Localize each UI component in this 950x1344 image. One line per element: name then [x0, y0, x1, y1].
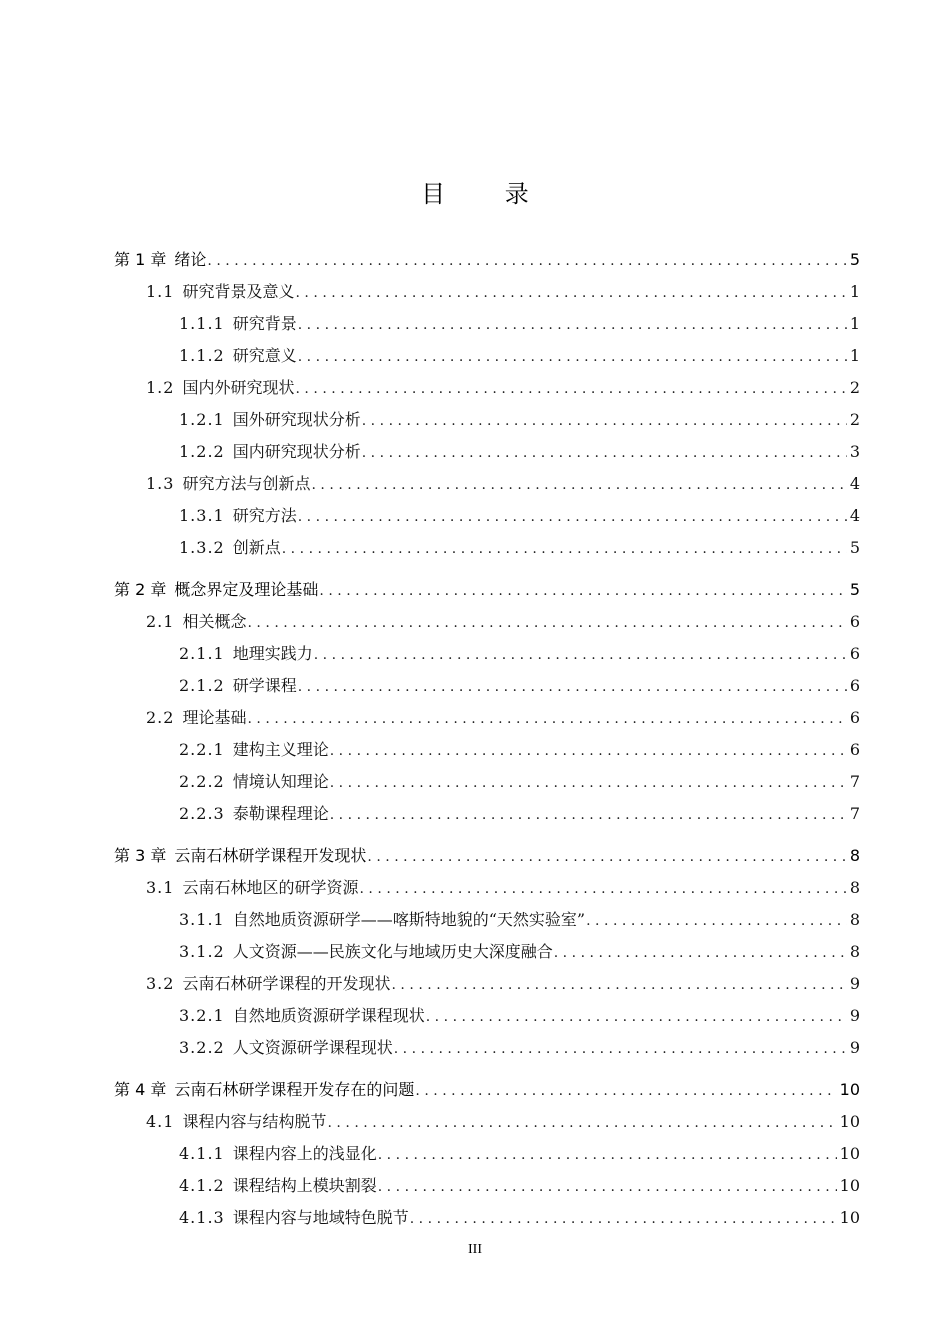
dot-leader: [330, 799, 847, 831]
toc-entry-number: 4.1.1: [179, 1144, 225, 1163]
dot-leader: [330, 735, 847, 767]
toc-entry-page: 10: [839, 1112, 860, 1131]
toc-entry-page: 10: [839, 1208, 860, 1227]
dot-leader: [391, 969, 846, 1001]
toc-entry-number: 2.2.3: [179, 804, 225, 823]
dot-leader: [298, 501, 847, 533]
toc-entry-chapter-3[interactable]: [114, 840, 860, 872]
toc-entry-page: 6: [849, 676, 860, 695]
toc-entry-subsection[interactable]: [114, 734, 860, 766]
toc-entry-page: 1: [849, 282, 860, 301]
toc-entry-page: 7: [849, 772, 860, 791]
toc-entry-section[interactable]: [114, 702, 860, 734]
dot-leader: [319, 575, 846, 607]
toc-entry-number: 2.1.2: [179, 676, 225, 695]
toc-entry-subsection[interactable]: [114, 1170, 860, 1202]
toc-entry-title: 建构主义理论: [232, 740, 329, 759]
dot-leader: [415, 1075, 836, 1107]
toc-entry-title: 云南石林研学课程开发现状: [174, 846, 367, 865]
footer-page-number: III: [468, 1242, 482, 1257]
toc-entry-subsection[interactable]: [114, 340, 860, 372]
toc-entry-page: 9: [849, 1038, 860, 1057]
toc-entry-subsection[interactable]: [114, 308, 860, 340]
toc-entry-subsection[interactable]: [114, 532, 860, 564]
toc-entry-page: 6: [849, 740, 860, 759]
toc-entry-number: 1.2: [146, 378, 175, 397]
toc-entry-number: 4.1: [146, 1112, 175, 1131]
dot-leader: [311, 469, 846, 501]
toc-entry-number: 第 2 章: [114, 580, 167, 599]
toc-entry-page: 8: [849, 878, 860, 897]
dot-leader: [247, 703, 846, 735]
toc-entry-title: 国外研究现状分析: [232, 410, 361, 429]
toc-entry-subsection[interactable]: [114, 638, 860, 670]
toc-entry-title: 自然地质资源研学课程现状: [232, 1006, 425, 1025]
toc-entry-section[interactable]: [114, 606, 860, 638]
dot-leader: [362, 437, 847, 469]
toc-entry-subsection[interactable]: [114, 436, 860, 468]
dot-leader: [298, 341, 847, 373]
toc-entry-page: 8: [849, 942, 860, 961]
dot-leader: [314, 639, 847, 671]
toc-entry-section[interactable]: [114, 276, 860, 308]
toc-entry-section[interactable]: [114, 468, 860, 500]
toc-entry-number: 1.3.2: [179, 538, 225, 557]
toc-entry-number: 1.3.1: [179, 506, 225, 525]
toc-entry-subsection[interactable]: [114, 670, 860, 702]
dot-leader: [367, 841, 846, 873]
toc-entry-title: 课程内容与地域特色脱节: [232, 1208, 409, 1227]
toc-entry-subsection[interactable]: [114, 404, 860, 436]
toc-entry-number: 4.1.2: [179, 1176, 225, 1195]
page-title: 目 录: [421, 180, 555, 208]
toc-entry-chapter-2[interactable]: [114, 574, 860, 606]
toc-entry-title: 研究方法与创新点: [182, 474, 311, 493]
toc-entry-page: 2: [849, 378, 860, 397]
toc-entry-title: 情境认知理论: [232, 772, 329, 791]
dot-leader: [359, 873, 846, 905]
toc-entry-page: 1: [849, 346, 860, 365]
toc-entry-page: 10: [839, 1080, 860, 1099]
toc-entry-title: 自然地质资源研学——喀斯特地貌的“天然实验室”: [232, 910, 586, 929]
toc-entry-page: 9: [849, 974, 860, 993]
toc-entry-page: 5: [849, 250, 860, 269]
toc-entry-title: 国内研究现状分析: [232, 442, 361, 461]
toc-entry-page: 5: [849, 580, 860, 599]
toc-entry-number: 2.1: [146, 612, 175, 631]
dot-leader: [295, 373, 846, 405]
toc-entry-subsection[interactable]: [114, 766, 860, 798]
toc-entry-page: 10: [839, 1144, 860, 1163]
toc-entry-subsection[interactable]: [114, 500, 860, 532]
dot-leader: [247, 607, 846, 639]
toc-entry-title: 研究方法: [232, 506, 297, 525]
toc-entry-page: 6: [849, 644, 860, 663]
toc-entry-number: 3.1: [146, 878, 175, 897]
dot-leader: [327, 1107, 836, 1139]
toc-entry-subsection[interactable]: [114, 798, 860, 830]
toc-entry-section[interactable]: [114, 372, 860, 404]
dot-leader: [282, 533, 847, 565]
toc-entry-subsection[interactable]: [114, 1202, 860, 1234]
dot-leader: [298, 309, 847, 341]
toc-entry-title: 云南石林研学课程的开发现状: [182, 974, 391, 993]
toc-entry-number: 1.1.2: [179, 346, 225, 365]
dot-leader: [586, 905, 847, 937]
toc-entry-title: 研究意义: [232, 346, 297, 365]
toc-entry-page: 6: [849, 708, 860, 727]
toc-entry-number: 1.2.2: [179, 442, 225, 461]
toc-entry-subsection[interactable]: [114, 1138, 860, 1170]
dot-leader: [378, 1139, 837, 1171]
toc-entry-number: 1.3: [146, 474, 175, 493]
toc-entry-title: 泰勒课程理论: [232, 804, 329, 823]
dot-leader: [410, 1203, 837, 1235]
toc-entry-chapter-4[interactable]: [114, 1074, 860, 1106]
dot-leader: [207, 245, 846, 277]
toc-entry-title: 课程结构上模块割裂: [232, 1176, 377, 1195]
toc-entry-number: 2.2.1: [179, 740, 225, 759]
toc-entry-title: 课程内容与结构脱节: [182, 1112, 327, 1131]
toc-entry-section[interactable]: [114, 1106, 860, 1138]
toc-entry-page: 8: [849, 846, 860, 865]
toc-entry-page: 4: [849, 474, 860, 493]
toc-entry-page: 9: [849, 1006, 860, 1025]
toc-entry-subsection[interactable]: [114, 936, 860, 968]
toc-entry-number: 3.1.2: [179, 942, 225, 961]
toc-entry-subsection[interactable]: [114, 1032, 860, 1064]
dot-leader: [298, 671, 847, 703]
toc-entry-title: 研究背景及意义: [182, 282, 295, 301]
dot-leader: [426, 1001, 847, 1033]
toc-entry-number: 第 1 章: [114, 250, 167, 269]
toc-entry-title: 国内外研究现状: [182, 378, 295, 397]
toc-entry-number: 1.1: [146, 282, 175, 301]
toc-entry-subsection[interactable]: [114, 904, 860, 936]
toc-entry-section[interactable]: [114, 968, 860, 1000]
toc-entry-number: 3.2.1: [179, 1006, 225, 1025]
toc-entry-title: 云南石林研学课程开发存在的问题: [174, 1080, 415, 1099]
toc-entry-title: 理论基础: [182, 708, 247, 727]
toc-entry-number: 第 3 章: [114, 846, 167, 865]
dot-leader: [295, 277, 846, 309]
dot-leader: [330, 767, 847, 799]
toc-entry-page: 5: [849, 538, 860, 557]
toc-entry-title: 研学课程: [232, 676, 297, 695]
toc-entry-page: 10: [839, 1176, 860, 1195]
toc-entry-section[interactable]: [114, 872, 860, 904]
toc-entry-number: 1.2.1: [179, 410, 225, 429]
dot-leader: [554, 937, 847, 969]
toc-entry-title: 地理实践力: [232, 644, 313, 663]
toc-entry-title: 课程内容上的浅显化: [232, 1144, 377, 1163]
toc-entry-page: 7: [849, 804, 860, 823]
toc-entry-subsection[interactable]: [114, 1000, 860, 1032]
table-of-contents: [114, 244, 860, 1234]
toc-entry-number: 3.1.1: [179, 910, 225, 929]
toc-entry-chapter-1[interactable]: [114, 244, 860, 276]
toc-entry-title: 概念界定及理论基础: [174, 580, 319, 599]
toc-entry-title: 人文资源——民族文化与地域历史大深度融合: [232, 942, 553, 961]
toc-entry-number: 2.1.1: [179, 644, 225, 663]
toc-entry-number: 2.2.2: [179, 772, 225, 791]
toc-entry-title: 绪论: [174, 250, 207, 269]
toc-entry-title: 创新点: [232, 538, 281, 557]
toc-entry-page: 6: [849, 612, 860, 631]
toc-entry-page: 4: [849, 506, 860, 525]
toc-entry-title: 云南石林地区的研学资源: [182, 878, 359, 897]
toc-entry-number: 4.1.3: [179, 1208, 225, 1227]
toc-entry-page: 8: [849, 910, 860, 929]
toc-entry-number: 2.2: [146, 708, 175, 727]
toc-entry-title: 相关概念: [182, 612, 247, 631]
toc-entry-number: 3.2: [146, 974, 175, 993]
dot-leader: [394, 1033, 847, 1065]
toc-entry-number: 第 4 章: [114, 1080, 167, 1099]
toc-entry-title: 人文资源研学课程现状: [232, 1038, 393, 1057]
dot-leader: [378, 1171, 837, 1203]
toc-entry-number: 1.1.1: [179, 314, 225, 333]
toc-entry-page: 2: [849, 410, 860, 429]
toc-entry-number: 3.2.2: [179, 1038, 225, 1057]
dot-leader: [362, 405, 847, 437]
toc-entry-page: 3: [849, 442, 860, 461]
toc-entry-title: 研究背景: [232, 314, 297, 333]
toc-entry-page: 1: [849, 314, 860, 333]
